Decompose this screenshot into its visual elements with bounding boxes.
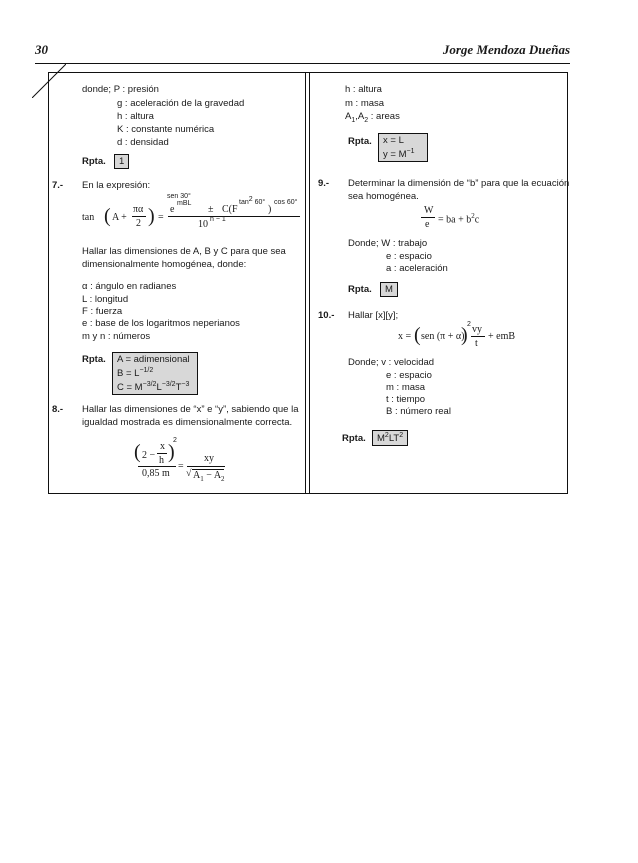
answer-7-a: A = adimensional — [117, 354, 190, 365]
eq7-paren: ) — [268, 204, 272, 215]
problem-10-number: 10.- — [318, 310, 335, 321]
rpta-label-9: Rpta. — [348, 284, 372, 295]
eq10-exp: 2 — [467, 321, 471, 328]
answer-box-top — [378, 133, 428, 162]
eq10-vy: vy — [472, 324, 482, 335]
eq7-paren-open: ( — [104, 205, 111, 227]
answer-top-x: x = L — [383, 135, 404, 146]
eq7-pi-num: πα — [133, 204, 144, 215]
problem-8-text-1: Hallar las dimensiones de “x” e “y”, sabiendo que la — [82, 404, 299, 415]
eq8-den: 0,85 m — [142, 468, 170, 479]
answer-box-10: $M^2LT^2$ — [372, 430, 408, 446]
answer-7-c: $C = M^{-3/2}L^{-3/2}T^{-3}$ — [117, 381, 190, 394]
eq7-C: C(F — [222, 204, 238, 215]
problem-7-number: 7.- — [52, 180, 64, 191]
problem-9-text-1: Determinar la dimensión de “b” para que la ecuación — [348, 178, 570, 189]
answer-box-7 — [112, 352, 198, 395]
eq10-paren-open: ( — [414, 324, 421, 346]
problem-8-number: 8.- — [52, 404, 64, 415]
rpta-label-top: Rpta. — [348, 136, 372, 147]
eq7-den: 10 — [198, 219, 208, 230]
answer-box-9: M — [380, 282, 398, 297]
problem-9-def-2: e : espacio — [386, 251, 432, 262]
problem-7-def-4: e : base de los logaritmos neperianos — [82, 318, 240, 329]
rpta-label-6: Rpta. — [82, 156, 106, 167]
eq7-equals: = — [158, 212, 164, 223]
corner-decoration — [32, 64, 66, 98]
donde-line-1: donde; P : presión — [82, 84, 159, 95]
eq8-paren-close: ) — [168, 441, 175, 463]
problem-10-text: Hallar [x][y]; — [348, 310, 399, 321]
problem-8-text-2: igualdad mostrada es dimensionalmente correcta. — [82, 417, 293, 428]
book-author: Jorge Mendoza Dueñas — [442, 42, 570, 57]
eq8-h: h — [159, 455, 164, 466]
eq7-tan: tan — [82, 212, 95, 223]
eq10-bar — [471, 336, 485, 337]
donde-line-3: h : altura — [117, 111, 154, 122]
problem-10-def-1: Donde; v : velocidad — [348, 357, 435, 368]
rpta-label-7: Rpta. — [82, 354, 106, 365]
rpta-label-10: Rpta. — [342, 433, 366, 444]
eq8-left-bar — [138, 466, 176, 467]
problem-7-def-3: F : fuerza — [82, 306, 123, 317]
problem-9-text-2: sea homogénea. — [348, 191, 419, 202]
eq7-main-bar — [168, 216, 300, 217]
problem-9-number: 9.- — [318, 178, 330, 189]
eq7-exp2: tan2 60° — [239, 196, 266, 206]
problem-7-intro: En la expresión: — [82, 180, 151, 191]
problem-10-def-3: m : masa — [386, 382, 426, 393]
column-divider-left — [305, 72, 306, 494]
problem-10-def-2: e : espacio — [386, 370, 432, 381]
eq8-right-bar — [187, 466, 225, 467]
donde-line-2: g : aceleración de la gravedad — [117, 98, 245, 109]
eq8-x-bar — [157, 453, 167, 454]
right-def-1: h : altura — [345, 84, 382, 95]
eq8-x: x — [160, 441, 165, 452]
eq10-rest: + emB — [488, 331, 516, 342]
problem-9-def-1: Donde; W : trabajo — [348, 238, 428, 249]
answer-7-b: $B = L^{-1/2}$ — [117, 367, 154, 380]
eq8-xy: xy — [204, 453, 214, 464]
eq9-e: e — [425, 219, 430, 230]
eq7-pi-den: 2 — [136, 218, 141, 229]
eq9-W: W — [424, 205, 434, 216]
eq7-cos: cos 60° — [274, 199, 298, 206]
eq8-paren-open: ( — [134, 441, 141, 463]
problem-7-def-5: m y n : números — [82, 331, 151, 342]
eq10-x: x = — [398, 331, 412, 342]
eq8-sq: 2 — [173, 437, 177, 444]
eq8-two: 2 − — [142, 450, 156, 461]
problem-10-def-5: B : número real — [386, 406, 451, 417]
problem-7-def-2: L : longitud — [82, 294, 129, 305]
eq7-pi-bar — [132, 216, 146, 217]
eq10-t: t — [475, 338, 478, 349]
page-number: 30 — [35, 42, 48, 57]
eq7-den-exp: n − 1 — [210, 216, 226, 223]
eq7-exp1: mBL — [177, 200, 192, 207]
problem-10-def-4: t : tiempo — [386, 394, 426, 405]
problem-7-def-1: α : ángulo en radianes — [82, 281, 177, 292]
eq7-e: e — [170, 204, 175, 215]
donde-line-5: d : densidad — [117, 137, 169, 148]
column-divider-right — [309, 72, 310, 494]
right-def-areas: $A_1,A_2$ : areas — [345, 111, 400, 124]
eq8-sqrt-sign: √ — [186, 468, 192, 479]
eq10-paren-close: ) — [461, 324, 468, 346]
eq9-bar — [421, 217, 435, 218]
eq7-pm: ± — [208, 204, 214, 215]
eq8-root: $A_1 - A_2$ — [193, 470, 225, 483]
problem-7-text-2: dimensionalmente homogénea, donde: — [82, 259, 247, 270]
answer-top-y: $y = M^{-1}$ — [383, 148, 415, 161]
eq7-left: A + — [112, 212, 127, 223]
eq7-sen: sen 30° — [167, 193, 191, 200]
eq10-sen: sen (π + α) — [421, 331, 465, 342]
eq9-rhs: = ba + $b^2c$ — [438, 212, 480, 226]
eq7-paren-close: ) — [148, 205, 155, 227]
right-def-2: m : masa — [345, 98, 385, 109]
donde-line-4: K : constante numérica — [117, 124, 215, 135]
answer-box-6: 1 — [114, 154, 129, 169]
problem-9-def-3: a : aceleración — [386, 263, 448, 274]
problem-7-text-1: Hallar las dimensiones de A, B y C para que sea — [82, 246, 286, 257]
eq8-equals: = — [178, 461, 184, 472]
header-rule — [35, 63, 570, 64]
